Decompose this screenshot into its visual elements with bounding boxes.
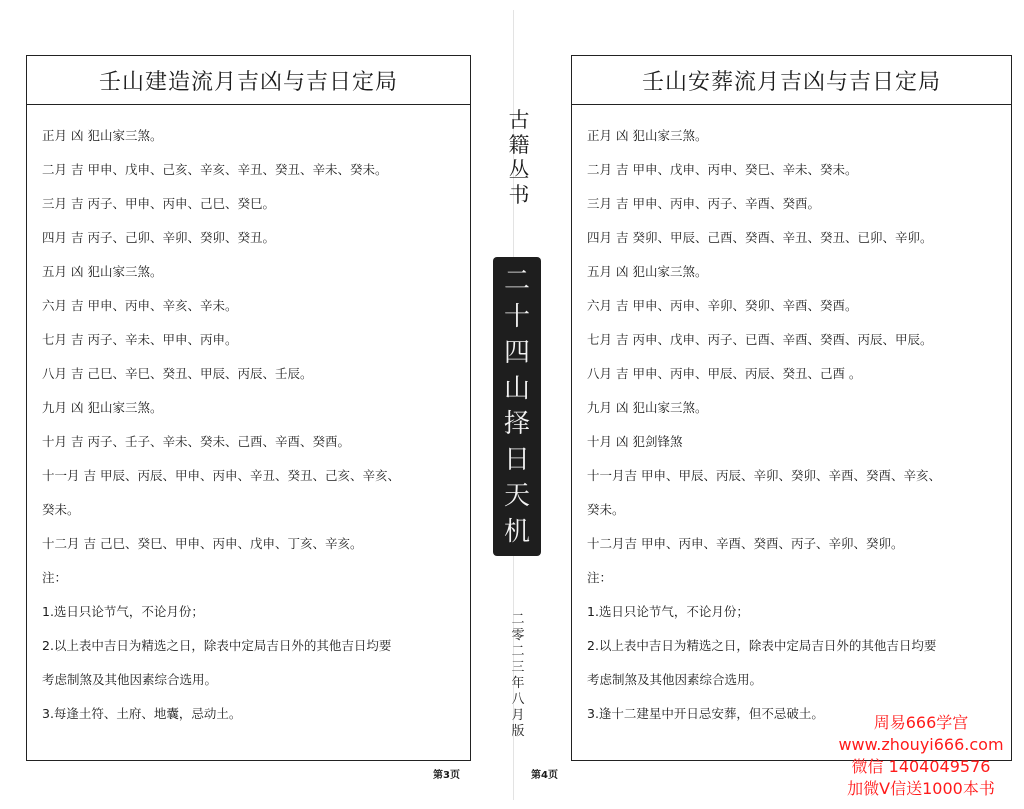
spine-edition-char: 三	[511, 660, 525, 675]
spine-series-title	[500, 108, 538, 208]
right-line-16: 2.以上表中吉日为精选之日，除表中定局吉日外的其他吉日均要	[587, 638, 937, 653]
watermark-line-3: 微信 1404049576	[851, 757, 991, 776]
spine-edition-char: 月	[511, 708, 525, 723]
spine-edition-char: 二	[511, 644, 525, 659]
left-line-10: 十月 吉 丙子、壬子、辛未、癸未、己酉、辛酉、癸酉。	[42, 434, 350, 449]
spine-title-char: 择	[503, 409, 530, 440]
left-line-14: 注：	[42, 570, 68, 585]
right-line-2: 二月 吉 甲申、戊申、丙申、癸巳、辛未、癸未。	[587, 162, 858, 177]
spine-title-char: 四	[503, 337, 530, 368]
spine-series-char: 书	[508, 183, 530, 207]
right-line-17: 考虑制煞及其他因素综合选用。	[587, 672, 763, 687]
left-line-15: 1.选日只论节气，不论月份；	[42, 604, 204, 619]
right-line-18: 3.逢十二建星中开日忌安葬，但不忌破土。	[587, 706, 824, 721]
right-line-14: 注：	[587, 570, 613, 585]
spine-edition-char: 二	[511, 612, 525, 627]
spine-title-char: 二	[503, 265, 530, 296]
left-line-7: 七月 吉 丙子、辛未、甲申、丙申。	[42, 332, 238, 347]
right-line-7: 七月 吉 丙申、戊申、丙子、已酉、辛酉、癸酉、丙辰、甲辰。	[587, 332, 933, 347]
spine-title-char: 山	[503, 373, 530, 404]
spine-book-title	[493, 257, 541, 556]
spine-edition-char: 版	[511, 724, 525, 739]
left-line-8: 八月 吉 己巳、辛巳、癸丑、甲辰、丙辰、壬辰。	[42, 366, 313, 381]
spine-series-char: 丛	[508, 158, 530, 182]
left-line-2: 二月 吉 甲申、戊申、己亥、辛亥、辛丑、癸丑、辛未、癸未。	[42, 162, 388, 177]
left-line-5: 五月 凶 犯山家三煞。	[42, 264, 163, 279]
spine-series-char: 籍	[508, 133, 530, 157]
spine-edition-char: 零	[511, 628, 525, 643]
right-page-number: 第4页	[531, 770, 558, 781]
watermark-line-2: www.zhouyi666.com	[838, 735, 1004, 754]
right-line-6: 六月 吉 甲申、丙申、辛卯、癸卯、辛酉、癸酉。	[587, 298, 858, 313]
left-line-16: 2.以上表中吉日为精选之日，除表中定局吉日外的其他吉日均要	[42, 638, 392, 653]
left-page-title: 壬山建造流月吉凶与吉日定局	[27, 56, 470, 105]
right-page-title: 壬山安葬流月吉凶与吉日定局	[572, 56, 1011, 105]
left-line-12: 癸未。	[42, 502, 80, 517]
watermark	[818, 712, 1024, 800]
right-line-3: 三月 吉 甲申、丙申、丙子、辛酉、癸酉。	[587, 196, 820, 211]
right-line-8: 八月 吉 甲申、丙申、甲辰、丙辰、癸丑、己酉 。	[587, 366, 862, 381]
right-line-9: 九月 凶 犯山家三煞。	[587, 400, 708, 415]
right-line-1: 正月 凶 犯山家三煞。	[587, 128, 708, 143]
left-line-18: 3.每逢土符、土府、地囊，忌动土。	[42, 706, 242, 721]
right-line-10: 十月 凶 犯剑锋煞	[587, 434, 683, 449]
right-line-12: 癸未。	[587, 502, 625, 517]
left-line-11: 十一月 吉 甲辰、丙辰、甲申、丙申、辛丑、癸丑、己亥、辛亥、	[42, 468, 400, 483]
spine-edition	[506, 612, 530, 740]
left-line-1: 正月 凶 犯山家三煞。	[42, 128, 163, 143]
left-line-9: 九月 凶 犯山家三煞。	[42, 400, 163, 415]
watermark-line-4: 加微V信送1000本书	[847, 779, 995, 798]
spine-edition-char: 年	[511, 676, 525, 691]
left-line-17: 考虑制煞及其他因素综合选用。	[42, 672, 218, 687]
spine-edition-char: 八	[511, 692, 525, 707]
right-line-4: 四月 吉 癸卯、甲辰、己酉、癸酉、辛丑、癸丑、已卯、辛卯。	[587, 230, 933, 245]
right-line-11: 十一月吉 甲申、甲辰、丙辰、辛卯、癸卯、辛酉、癸酉、辛亥、	[587, 468, 941, 483]
left-line-13: 十二月 吉 己巳、癸巳、甲申、丙申、戊申、丁亥、辛亥。	[42, 536, 363, 551]
left-line-4: 四月 吉 丙子、己卯、辛卯、癸卯、癸丑。	[42, 230, 275, 245]
right-line-5: 五月 凶 犯山家三煞。	[587, 264, 708, 279]
left-page-number: 第3页	[433, 770, 460, 781]
watermark-line-1: 周易666学宫	[873, 713, 969, 732]
left-page	[26, 55, 471, 761]
left-line-6: 六月 吉 甲申、丙申、辛亥、辛未。	[42, 298, 238, 313]
spine-series-char: 古	[508, 108, 530, 132]
right-line-13: 十二月吉 甲申、丙申、辛酉、癸酉、丙子、辛卯、癸卯。	[587, 536, 904, 551]
spine-title-char: 十	[503, 301, 530, 332]
spine-title-char: 天	[503, 481, 530, 512]
right-page	[571, 55, 1012, 761]
spine-title-char: 机	[503, 517, 530, 548]
left-line-3: 三月 吉 丙子、甲申、丙申、己巳、癸巳。	[42, 196, 275, 211]
right-line-15: 1.选日只论节气，不论月份；	[587, 604, 749, 619]
spine-title-char: 日	[503, 445, 530, 476]
